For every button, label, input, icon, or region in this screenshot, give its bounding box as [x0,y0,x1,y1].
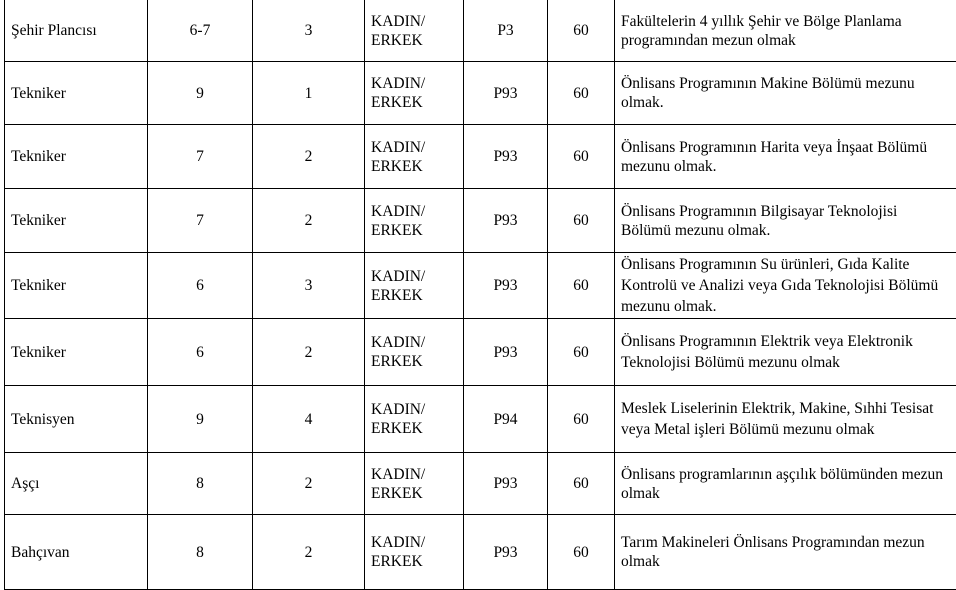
gender-line-2: ERKEK [371,221,423,239]
min-score: 60 [548,453,615,515]
position-count: 2 [253,453,365,515]
position-count: 2 [253,125,365,189]
gender-cell [365,189,464,253]
gender-line-2: ERKEK [371,286,423,304]
staff-requirements-table [4,0,956,590]
table-row [5,0,956,62]
position-level: 6 [148,253,253,319]
kpss-type: P93 [464,515,548,590]
position-count: 4 [253,386,365,453]
kpss-type: P94 [464,386,548,453]
kpss-type: P93 [464,125,548,189]
gender-line-1: KADIN/ [371,534,426,551]
kpss-type: P93 [464,319,548,386]
position-count: 1 [253,62,365,125]
gender-line-1: KADIN/ [371,202,426,220]
requirement-text: Meslek Liselerinin Elektrik, Makine, Sıhhi Tesisat veya Metal işleri Bölümü mezunu olmak [615,386,956,453]
min-score: 60 [548,515,615,590]
position-level: 6-7 [148,0,253,62]
gender-cell [365,125,464,189]
gender-cell [365,386,464,453]
gender-cell [365,453,464,515]
gender-cell [365,62,464,125]
table-row [5,62,956,125]
requirement-text: Önlisans Programının Elektrik veya Elektronik Teknolojisi Bölümü mezunu olmak [615,319,956,386]
position-level: 8 [148,515,253,590]
table-row [5,189,956,253]
position-level: 8 [148,453,253,515]
min-score: 60 [548,0,615,62]
position-count: 3 [253,0,365,62]
position-title: Tekniker [5,253,148,319]
position-count: 2 [253,319,365,386]
gender-line-1: KADIN/ [371,334,426,351]
gender-line-2: ERKEK [371,484,423,502]
requirement-text: Önlisans Programının Su ürünleri, Gıda Kalite Kontrolü ve Analizi veya Gıda Teknolojisi Bölümü mezunu olmak. [615,253,956,319]
gender-line-1: KADIN/ [371,465,426,483]
table-row [5,386,956,453]
requirement-text: Önlisans Programının Harita veya İnşaat Bölümü mezunu olmak. [615,125,956,189]
gender-cell [365,0,464,62]
min-score: 60 [548,62,615,125]
min-score: 60 [548,319,615,386]
requirement-text: Önlisans Programının Bilgisayar Teknolojisi Bölümü mezunu olmak. [615,189,956,253]
requirement-text: Tarım Makineleri Önlisans Programından mezun olmak [615,515,956,590]
position-title: Tekniker [5,125,148,189]
position-level: 7 [148,125,253,189]
position-title: Bahçıvan [5,515,148,590]
position-title: Teknisyen [5,386,148,453]
position-level: 7 [148,189,253,253]
gender-line-1: KADIN/ [371,75,426,92]
requirement-text: Önlisans programlarının aşçılık bölümünden mezun olmak [615,453,956,515]
position-level: 6 [148,319,253,386]
table-row [5,253,956,319]
table-row [5,453,956,515]
requirement-text: Fakültelerin 4 yıllık Şehir ve Bölge Planlama programından mezun olmak [615,0,956,62]
position-title: Aşçı [5,453,148,515]
gender-line-2: ERKEK [371,157,423,175]
min-score: 60 [548,189,615,253]
gender-line-1: KADIN/ [371,138,426,156]
position-title: Tekniker [5,319,148,386]
gender-line-1: KADIN/ [371,12,426,30]
gender-line-1: KADIN/ [371,401,426,418]
gender-line-2: ERKEK [371,31,423,49]
kpss-type: P3 [464,0,548,62]
min-score: 60 [548,253,615,319]
table-row [5,515,956,590]
kpss-type: P93 [464,253,548,319]
kpss-type: P93 [464,62,548,125]
gender-line-1: KADIN/ [371,267,426,285]
position-title: Tekniker [5,62,148,125]
min-score: 60 [548,386,615,453]
gender-cell [365,515,464,590]
gender-cell [365,319,464,386]
kpss-type: P93 [464,189,548,253]
kpss-type: P93 [464,453,548,515]
gender-cell [365,253,464,319]
gender-line-2: ERKEK [371,553,423,570]
gender-line-2: ERKEK [371,353,423,370]
table-row [5,319,956,386]
gender-line-2: ERKEK [371,94,423,111]
position-title: Şehir Plancısı [5,0,148,62]
gender-line-2: ERKEK [371,420,423,437]
position-count: 2 [253,515,365,590]
position-count: 3 [253,253,365,319]
position-level: 9 [148,386,253,453]
table-row [5,125,956,189]
position-title: Tekniker [5,189,148,253]
position-level: 9 [148,62,253,125]
min-score: 60 [548,125,615,189]
requirement-text: Önlisans Programının Makine Bölümü mezunu olmak. [615,62,956,125]
position-count: 2 [253,189,365,253]
